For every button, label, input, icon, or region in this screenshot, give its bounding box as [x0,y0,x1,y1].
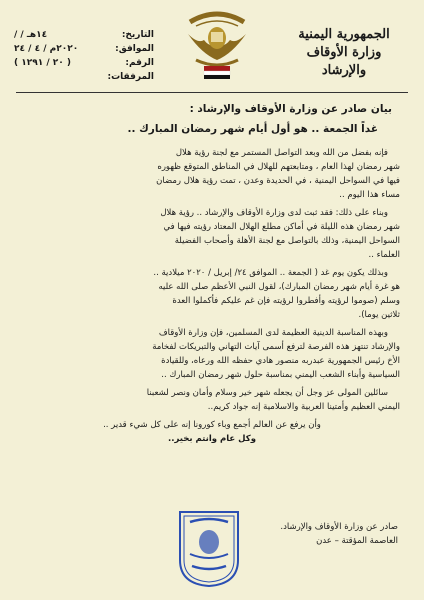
paragraph: فإنه بفضل من الله وبعد التواصل المستمر مع لجنة رؤية هلال شهر رمضان لهذا العام ، ومتابعتهم للهلال في المناطق المتوقع ظهوره فيها في السواحل اليمنية ، في الحديدة وعدن ، تمت رؤية هلال رمضان مساء هذا اليوم .. [156,148,400,200]
corresponding-value: ٢٠٢٠م / ٤ / ٢٤ [14,44,79,54]
attachments-label: المرفقات: [107,72,154,82]
national-emblem-icon [182,4,252,80]
number-row [14,56,154,70]
statement-body [24,100,400,446]
reference-block [14,28,154,84]
closing-greeting: وكل عام وانتم بخير.. [168,434,256,444]
signature-block [228,520,398,548]
date-row [14,28,154,42]
number-value: ( ٢٠ / ١٢٩١ ) [14,58,72,68]
statement-subtitle: غداً الجمعة .. هو أول أيام شهر رمضان المبارك .. [127,123,378,135]
corresponding-date-row [14,42,154,56]
republic-name: الجمهورية اليمنية [298,27,390,42]
paragraph: وبذلك يكون يوم غد ( الجمعة .. الموافق ٢٤/ إبريل / ٢٠٢٠ ميلادية .. هو غرة أيام شهر رمضان المبارك)، لقول النبي الأعظم صلى الله عليه وسلم (صوموا لرؤيته وأفطروا لرؤيته فإن غم عليكم فأكملوا العدة ثلاثين يوما). [153,268,400,320]
official-stamp-icon [176,508,242,588]
prayer-line: وأن يرفع عن العالم أجمع وباء كورونا إنه على كل شيء قدير .. [103,420,321,430]
letterhead-right [284,26,404,80]
ministry-name: وزارة الأوقاف والإرشاد [306,45,382,78]
date-label: التاريخ: [121,30,154,40]
statement-title: بيان صادر عن وزارة الأوقاف والإرشاد : [189,103,392,115]
number-label: الرقم: [125,58,154,68]
header-divider [16,92,408,93]
paragraph: سائلين المولى عز وجل أن يجعله شهر خير وسلام وأمان ونصر لشعبنا اليمني العظيم وأمتينا العربية والاسلامية إنه جواد كريم.. [146,388,400,412]
signature-line1: صادر عن وزارة الأوقاف والإرشاد. [280,522,398,532]
attachments-row [14,70,154,84]
corresponding-label: الموافق: [115,44,154,54]
paragraph: وبناء على ذلك: فقد ثبت لدى وزارة الأوقاف والإرشاد .. رؤية هلال شهر رمضان هذه الليلة في أماكن مطلع الهلال المعتاد رؤيته فيها في السواحل اليمنية، وذلك بالتواصل مع لجنة الأهلة وأصحاب الفضيلة العلماء .. [160,208,400,260]
signature-line2: العاصمة المؤقتة – عدن [316,536,398,546]
date-value: / / ١٤هـ [14,30,48,40]
paragraph: وبهذه المناسبة الدينية العظيمة لدى المسلمين، فإن وزارة الأوقاف والإرشاد تنتهز هذه الفرصة لترفع أسمى آيات التهاني والتبريكات لفخامة الأخ رئيس الجمهورية عبدربه منصور هادي حفظه الله ورعاه، وللقيادة السياسية وأبناء الشعب اليمني بمناسبة حلول شهر رمضان المبارك .. [152,328,400,380]
